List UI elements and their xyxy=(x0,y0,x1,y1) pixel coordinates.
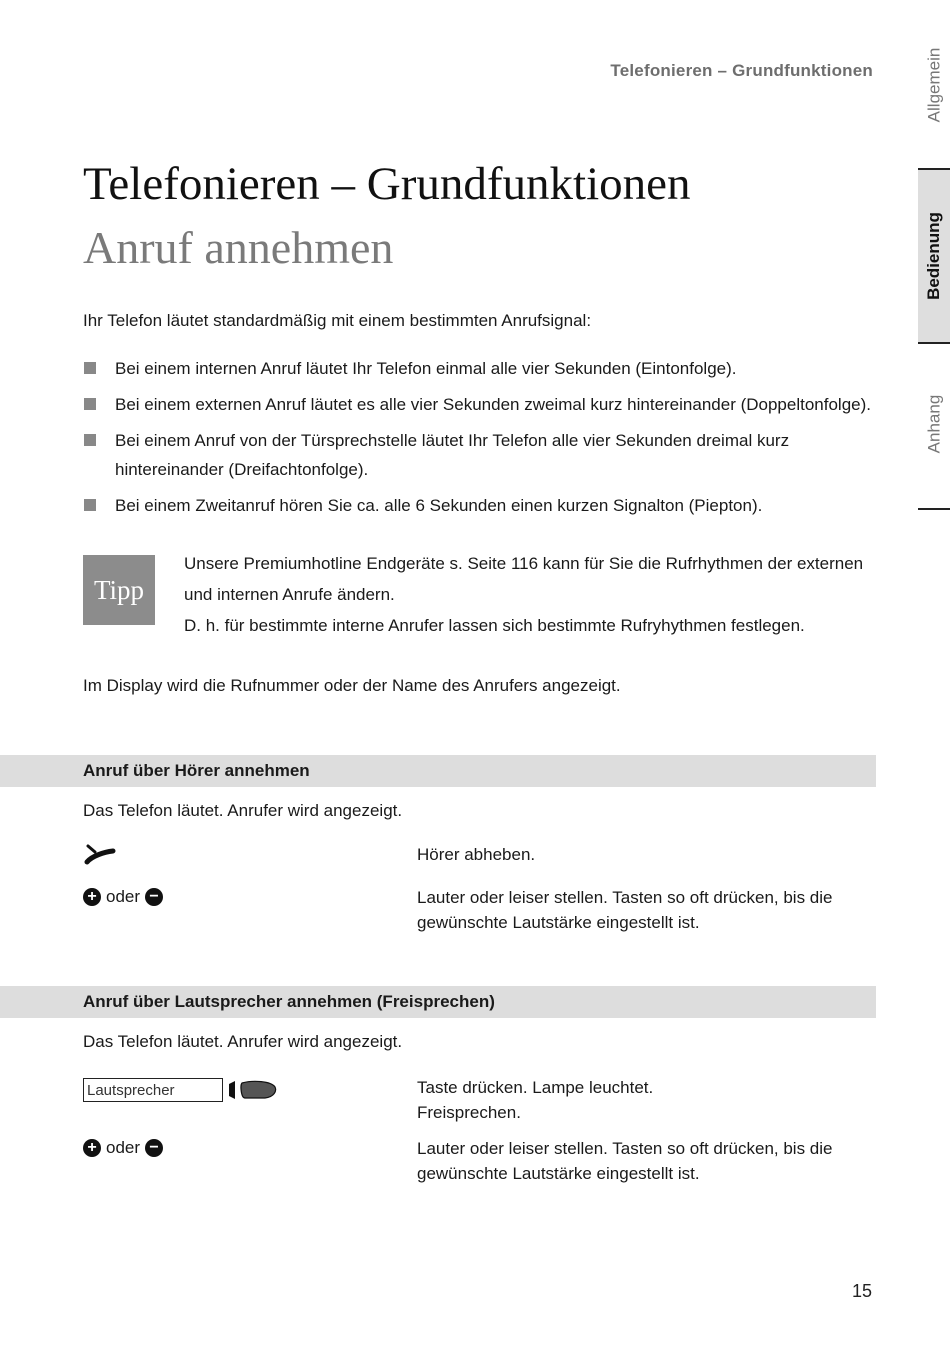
minus-key-icon[interactable]: − xyxy=(145,888,163,906)
section-heading-bar xyxy=(0,755,876,787)
side-tab-allgemein[interactable] xyxy=(918,30,950,140)
plus-key-icon[interactable]: + xyxy=(83,1139,101,1157)
step-text: Hörer abheben. xyxy=(417,845,536,864)
tipp-line: D. h. für bestimmte interne Anrufer lassen sich bestimmte Rufryhythmen festlegen. xyxy=(184,616,805,635)
volume-keys xyxy=(83,1138,163,1158)
list-item: Bei einem externen Anruf läutet es alle vier Sekunden zweimal kurz hintereinander (Doppeltonfolge). xyxy=(83,390,878,419)
section-intro: Das Telefon läutet. Anrufer wird angezeigt. xyxy=(83,801,403,820)
page-number: 15 xyxy=(852,1281,873,1301)
side-tab-label: Anhang xyxy=(924,394,943,454)
side-tab-bedienung[interactable] xyxy=(918,168,950,344)
oder-label: oder xyxy=(106,887,141,906)
section-heading: Anruf über Lautsprecher annehmen (Freisprechen) xyxy=(83,992,495,1011)
intro-text: Ihr Telefon läutet standardmäßig mit einem bestimmten Anrufsignal: xyxy=(83,311,592,330)
list-item: Bei einem Anruf von der Türsprechstelle läutet Ihr Telefon alle vier Sekunden dreimal kurz hintereinander (Dreifachtonfolge). xyxy=(83,426,878,484)
speaker-key-icon[interactable] xyxy=(227,1079,279,1101)
side-tab-label: Allgemein xyxy=(924,47,943,123)
square-bullet-icon xyxy=(84,362,96,374)
plus-key-icon[interactable]: + xyxy=(83,888,101,906)
running-header: Telefonieren – Grundfunktionen xyxy=(610,61,873,80)
tipp-text xyxy=(184,548,874,641)
step-text: Lauter oder leiser stellen. Tasten so oft drücken, bis die gewünschte Lautstärke eingestellt ist. xyxy=(417,1139,833,1183)
page-subtitle: Anruf annehmen xyxy=(83,222,394,273)
square-bullet-icon xyxy=(84,398,96,410)
side-tab-anhang[interactable] xyxy=(918,340,950,510)
section-heading-bar xyxy=(0,986,876,1018)
square-bullet-icon xyxy=(84,434,96,446)
side-tab-label: Bedienung xyxy=(924,212,943,300)
handset-icon xyxy=(84,842,116,866)
section-intro: Das Telefon läutet. Anrufer wird angezeigt. xyxy=(83,1032,403,1051)
tipp-line: und internen Anrufe ändern. xyxy=(184,585,395,604)
step-text: Lauter oder leiser stellen. Tasten so oft drücken, bis die gewünschte Lautstärke eingestellt ist. xyxy=(417,888,833,932)
ring-signal-list xyxy=(83,354,878,527)
minus-key-icon[interactable]: − xyxy=(145,1139,163,1157)
lautsprecher-key-label[interactable]: Lautsprecher xyxy=(83,1078,223,1102)
tipp-badge: Tipp xyxy=(83,555,155,625)
tipp-line: Unsere Premiumhotline Endgeräte s. Seite 116 kann für Sie die Rufrhythmen der externen xyxy=(184,554,864,573)
page-title: Telefonieren – Grundfunktionen xyxy=(83,158,691,210)
oder-label: oder xyxy=(106,1138,141,1157)
volume-keys xyxy=(83,887,163,907)
square-bullet-icon xyxy=(84,499,96,511)
display-note: Im Display wird die Rufnummer oder der Name des Anrufers angezeigt. xyxy=(83,676,621,695)
list-item: Bei einem Zweitanruf hören Sie ca. alle 6 Sekunden einen kurzen Signalton (Piepton). xyxy=(83,491,878,520)
list-item: Bei einem internen Anruf läutet Ihr Telefon einmal alle vier Sekunden (Eintonfolge). xyxy=(83,354,878,383)
section-heading: Anruf über Hörer annehmen xyxy=(83,761,310,780)
step-text: Taste drücken. Lampe leuchtet. Freisprechen. xyxy=(417,1078,654,1122)
